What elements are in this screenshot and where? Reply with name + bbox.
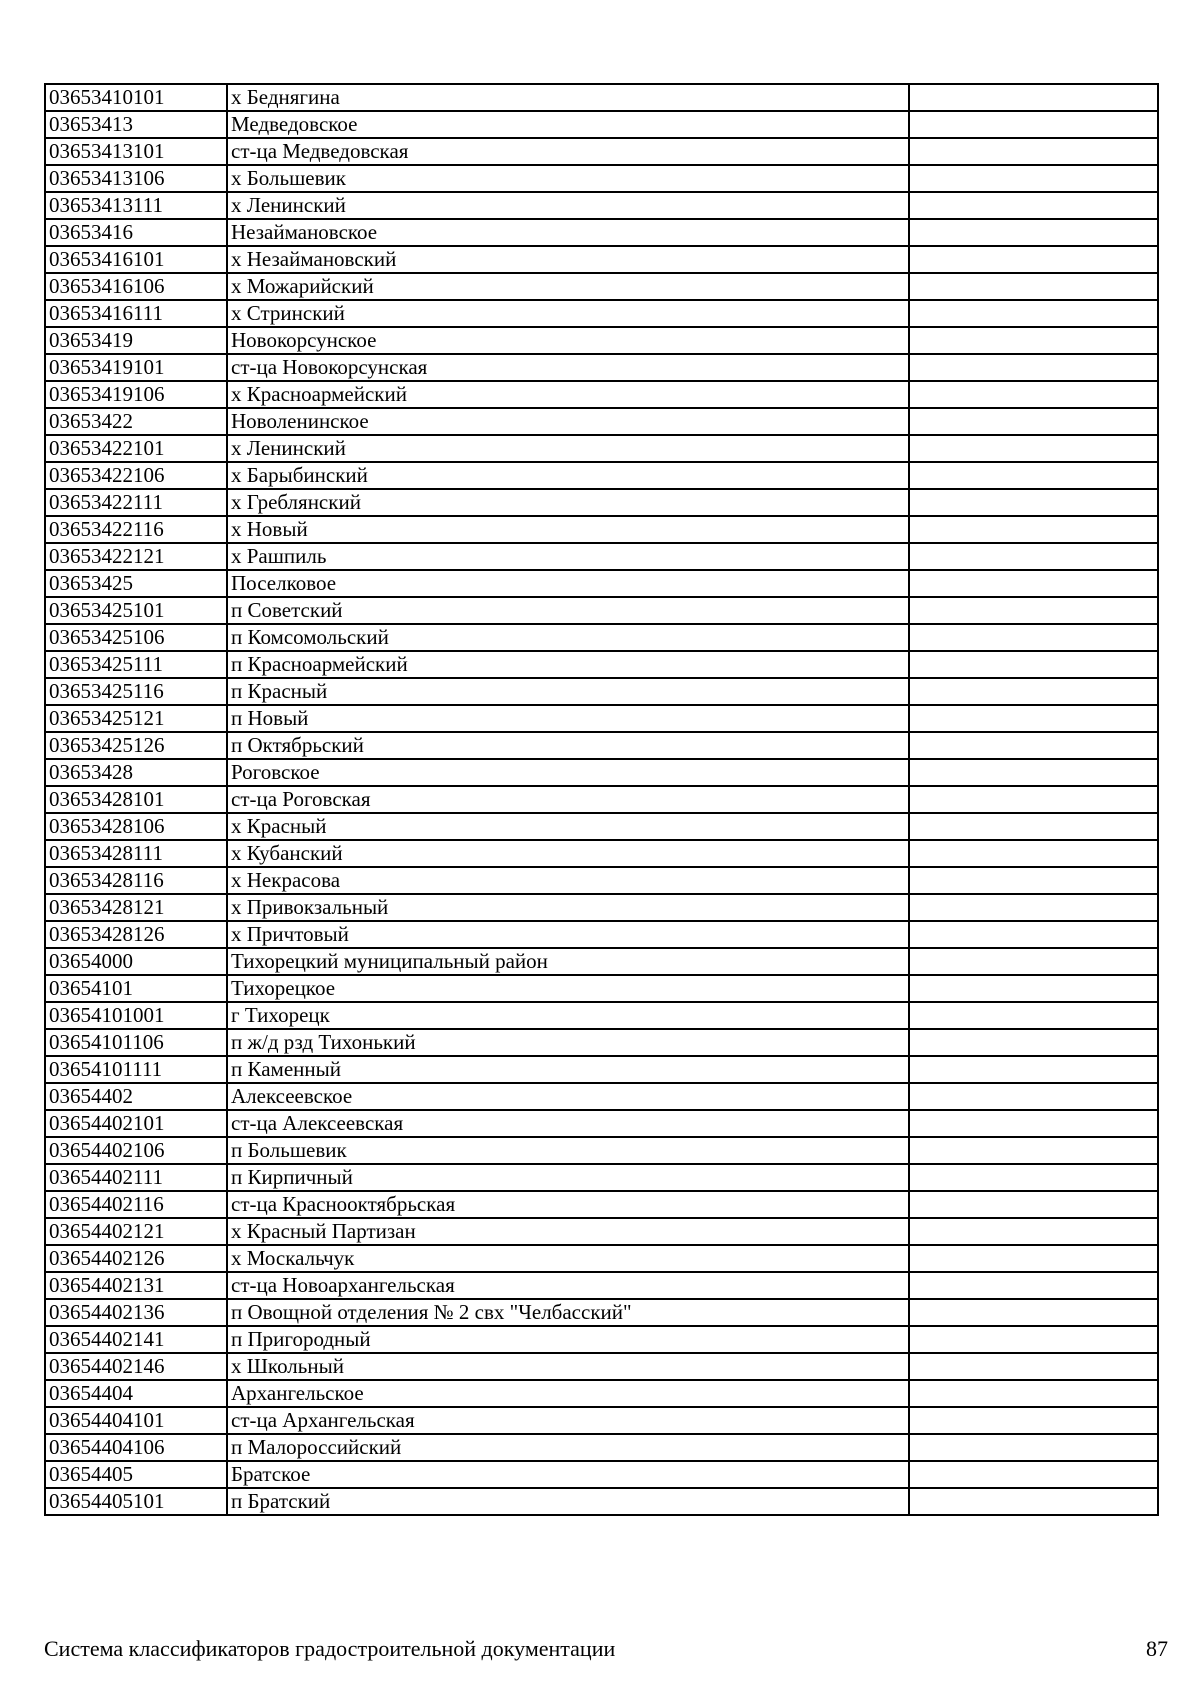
extra-cell — [909, 1299, 1158, 1326]
extra-cell — [909, 300, 1158, 327]
name-cell: п Новый — [227, 705, 909, 732]
code-cell: 03653419106 — [45, 381, 227, 408]
name-cell: п Комсомольский — [227, 624, 909, 651]
table-row — [45, 786, 1158, 813]
name-cell: х Барыбинский — [227, 462, 909, 489]
classifier-table-body — [45, 84, 1158, 1515]
extra-cell — [909, 759, 1158, 786]
extra-cell — [909, 219, 1158, 246]
extra-cell — [909, 570, 1158, 597]
name-cell: Новоленинское — [227, 408, 909, 435]
extra-cell — [909, 1434, 1158, 1461]
table-row — [45, 1245, 1158, 1272]
name-cell: х Рашпиль — [227, 543, 909, 570]
extra-cell — [909, 1245, 1158, 1272]
extra-cell — [909, 597, 1158, 624]
table-row — [45, 138, 1158, 165]
name-cell: п Пригородный — [227, 1326, 909, 1353]
name-cell: ст-ца Архангельская — [227, 1407, 909, 1434]
table-row — [45, 570, 1158, 597]
extra-cell — [909, 975, 1158, 1002]
table-row — [45, 1137, 1158, 1164]
extra-cell — [909, 624, 1158, 651]
name-cell: п Каменный — [227, 1056, 909, 1083]
code-cell: 03654405101 — [45, 1488, 227, 1515]
table-row — [45, 381, 1158, 408]
name-cell: х Красный — [227, 813, 909, 840]
extra-cell — [909, 1110, 1158, 1137]
name-cell: х Москальчук — [227, 1245, 909, 1272]
table-row — [45, 1407, 1158, 1434]
extra-cell — [909, 1056, 1158, 1083]
code-cell: 03654402121 — [45, 1218, 227, 1245]
name-cell: ст-ца Новокорсунская — [227, 354, 909, 381]
code-cell: 03653428111 — [45, 840, 227, 867]
name-cell: ст-ца Медведовская — [227, 138, 909, 165]
code-cell: 03653422111 — [45, 489, 227, 516]
name-cell: х Греблянский — [227, 489, 909, 516]
name-cell: Архангельское — [227, 1380, 909, 1407]
extra-cell — [909, 678, 1158, 705]
table-row — [45, 543, 1158, 570]
table-row — [45, 1299, 1158, 1326]
code-cell: 03653416101 — [45, 246, 227, 273]
code-cell: 03653428 — [45, 759, 227, 786]
name-cell: п Братский — [227, 1488, 909, 1515]
table-row — [45, 1029, 1158, 1056]
name-cell: Медведовское — [227, 111, 909, 138]
extra-cell — [909, 381, 1158, 408]
extra-cell — [909, 867, 1158, 894]
extra-cell — [909, 1002, 1158, 1029]
table-row — [45, 1110, 1158, 1137]
table-row — [45, 300, 1158, 327]
extra-cell — [909, 165, 1158, 192]
extra-cell — [909, 1218, 1158, 1245]
code-cell: 03653425106 — [45, 624, 227, 651]
table-row — [45, 597, 1158, 624]
table-row — [45, 111, 1158, 138]
extra-cell — [909, 84, 1158, 111]
code-cell: 03654402 — [45, 1083, 227, 1110]
table-row — [45, 624, 1158, 651]
name-cell: х Кубанский — [227, 840, 909, 867]
name-cell: Незаймановское — [227, 219, 909, 246]
extra-cell — [909, 462, 1158, 489]
name-cell: х Беднягина — [227, 84, 909, 111]
extra-cell — [909, 1353, 1158, 1380]
name-cell: х Незаймановский — [227, 246, 909, 273]
page-number: 87 — [1146, 1636, 1168, 1661]
table-row — [45, 489, 1158, 516]
code-cell: 03653422116 — [45, 516, 227, 543]
extra-cell — [909, 1164, 1158, 1191]
extra-cell — [909, 327, 1158, 354]
extra-cell — [909, 1272, 1158, 1299]
extra-cell — [909, 192, 1158, 219]
table-row — [45, 192, 1158, 219]
table-row — [45, 327, 1158, 354]
name-cell: х Привокзальный — [227, 894, 909, 921]
table-row — [45, 1326, 1158, 1353]
code-cell: 03653425 — [45, 570, 227, 597]
extra-cell — [909, 543, 1158, 570]
extra-cell — [909, 1083, 1158, 1110]
table-row — [45, 165, 1158, 192]
name-cell: Тихорецкое — [227, 975, 909, 1002]
code-cell: 03654402141 — [45, 1326, 227, 1353]
table-row — [45, 1002, 1158, 1029]
name-cell: ст-ца Роговская — [227, 786, 909, 813]
code-cell: 03653428106 — [45, 813, 227, 840]
code-cell: 03653425101 — [45, 597, 227, 624]
name-cell: х Красноармейский — [227, 381, 909, 408]
code-cell: 03653410101 — [45, 84, 227, 111]
code-cell: 03653413106 — [45, 165, 227, 192]
code-cell: 03654101 — [45, 975, 227, 1002]
name-cell: п Малороссийский — [227, 1434, 909, 1461]
code-cell: 03653413101 — [45, 138, 227, 165]
table-row — [45, 705, 1158, 732]
code-cell: 03654402136 — [45, 1299, 227, 1326]
extra-cell — [909, 894, 1158, 921]
extra-cell — [909, 1326, 1158, 1353]
table-row — [45, 408, 1158, 435]
code-cell: 03653425111 — [45, 651, 227, 678]
code-cell: 03654402126 — [45, 1245, 227, 1272]
table-row — [45, 894, 1158, 921]
extra-cell — [909, 921, 1158, 948]
extra-cell — [909, 516, 1158, 543]
extra-cell — [909, 1380, 1158, 1407]
name-cell: ст-ца Новоархангельская — [227, 1272, 909, 1299]
table-row — [45, 921, 1158, 948]
table-row — [45, 651, 1158, 678]
table-row — [45, 1056, 1158, 1083]
extra-cell — [909, 1461, 1158, 1488]
extra-cell — [909, 489, 1158, 516]
code-cell: 03653422106 — [45, 462, 227, 489]
table-row — [45, 1191, 1158, 1218]
table-row — [45, 219, 1158, 246]
table-row — [45, 1461, 1158, 1488]
name-cell: п Красноармейский — [227, 651, 909, 678]
code-cell: 03653419101 — [45, 354, 227, 381]
code-cell: 03653416106 — [45, 273, 227, 300]
code-cell: 03654101106 — [45, 1029, 227, 1056]
table-row — [45, 462, 1158, 489]
code-cell: 03654402106 — [45, 1137, 227, 1164]
extra-cell — [909, 651, 1158, 678]
table-row — [45, 246, 1158, 273]
name-cell: Поселковое — [227, 570, 909, 597]
code-cell: 03654404 — [45, 1380, 227, 1407]
extra-cell — [909, 246, 1158, 273]
extra-cell — [909, 273, 1158, 300]
table-row — [45, 1434, 1158, 1461]
extra-cell — [909, 435, 1158, 462]
code-cell: 03653413111 — [45, 192, 227, 219]
extra-cell — [909, 1407, 1158, 1434]
code-cell: 03653425126 — [45, 732, 227, 759]
code-cell: 03654000 — [45, 948, 227, 975]
classifier-table — [44, 83, 1159, 1516]
name-cell: х Некрасова — [227, 867, 909, 894]
code-cell: 03653428101 — [45, 786, 227, 813]
code-cell: 03653419 — [45, 327, 227, 354]
table-row — [45, 759, 1158, 786]
name-cell: п Красный — [227, 678, 909, 705]
name-cell: п Кирпичный — [227, 1164, 909, 1191]
name-cell: х Можарийский — [227, 273, 909, 300]
table-row — [45, 516, 1158, 543]
code-cell: 03653425116 — [45, 678, 227, 705]
name-cell: х Школьный — [227, 1353, 909, 1380]
code-cell: 03653416111 — [45, 300, 227, 327]
code-cell: 03653428121 — [45, 894, 227, 921]
extra-cell — [909, 840, 1158, 867]
table-row — [45, 273, 1158, 300]
name-cell: Братское — [227, 1461, 909, 1488]
extra-cell — [909, 138, 1158, 165]
name-cell: Новокорсунское — [227, 327, 909, 354]
extra-cell — [909, 948, 1158, 975]
table-row — [45, 948, 1158, 975]
extra-cell — [909, 813, 1158, 840]
code-cell: 03654405 — [45, 1461, 227, 1488]
code-cell: 03653422101 — [45, 435, 227, 462]
name-cell: п Овощной отделения № 2 свх "Челбасский" — [227, 1299, 909, 1326]
table-row — [45, 867, 1158, 894]
extra-cell — [909, 732, 1158, 759]
code-cell: 03654402146 — [45, 1353, 227, 1380]
extra-cell — [909, 111, 1158, 138]
code-cell: 03654404106 — [45, 1434, 227, 1461]
table-row — [45, 1164, 1158, 1191]
code-cell: 03653428126 — [45, 921, 227, 948]
extra-cell — [909, 354, 1158, 381]
footer-title: Система классификаторов градостроительной документации — [44, 1636, 616, 1661]
table-row — [45, 84, 1158, 111]
table-row — [45, 1218, 1158, 1245]
code-cell: 03653422 — [45, 408, 227, 435]
name-cell: х Ленинский — [227, 192, 909, 219]
extra-cell — [909, 705, 1158, 732]
name-cell: Алексеевское — [227, 1083, 909, 1110]
code-cell: 03653413 — [45, 111, 227, 138]
table-row — [45, 1488, 1158, 1515]
code-cell: 03654101001 — [45, 1002, 227, 1029]
extra-cell — [909, 1137, 1158, 1164]
table-row — [45, 1272, 1158, 1299]
code-cell: 03654404101 — [45, 1407, 227, 1434]
name-cell: п ж/д рзд Тихонький — [227, 1029, 909, 1056]
name-cell: Тихорецкий муниципальный район — [227, 948, 909, 975]
table-row — [45, 1380, 1158, 1407]
name-cell: х Красный Партизан — [227, 1218, 909, 1245]
name-cell: Роговское — [227, 759, 909, 786]
code-cell: 03653422121 — [45, 543, 227, 570]
table-row — [45, 1083, 1158, 1110]
extra-cell — [909, 408, 1158, 435]
name-cell: ст-ца Краснооктябрьская — [227, 1191, 909, 1218]
code-cell: 03653425121 — [45, 705, 227, 732]
extra-cell — [909, 786, 1158, 813]
table-row — [45, 975, 1158, 1002]
code-cell: 03654402111 — [45, 1164, 227, 1191]
code-cell: 03654402101 — [45, 1110, 227, 1137]
code-cell: 03653416 — [45, 219, 227, 246]
table-row — [45, 813, 1158, 840]
code-cell: 03654101111 — [45, 1056, 227, 1083]
name-cell: х Причтовый — [227, 921, 909, 948]
code-cell: 03653428116 — [45, 867, 227, 894]
code-cell: 03654402116 — [45, 1191, 227, 1218]
name-cell: х Большевик — [227, 165, 909, 192]
code-cell: 03654402131 — [45, 1272, 227, 1299]
name-cell: ст-ца Алексеевская — [227, 1110, 909, 1137]
table-row — [45, 840, 1158, 867]
name-cell: п Большевик — [227, 1137, 909, 1164]
name-cell: х Ленинский — [227, 435, 909, 462]
extra-cell — [909, 1488, 1158, 1515]
name-cell: п Октябрьский — [227, 732, 909, 759]
table-row — [45, 435, 1158, 462]
extra-cell — [909, 1191, 1158, 1218]
table-row — [45, 1353, 1158, 1380]
name-cell: х Стринский — [227, 300, 909, 327]
table-row — [45, 732, 1158, 759]
extra-cell — [909, 1029, 1158, 1056]
name-cell: п Советский — [227, 597, 909, 624]
table-row — [45, 678, 1158, 705]
name-cell: г Тихорецк — [227, 1002, 909, 1029]
name-cell: х Новый — [227, 516, 909, 543]
table-row — [45, 354, 1158, 381]
